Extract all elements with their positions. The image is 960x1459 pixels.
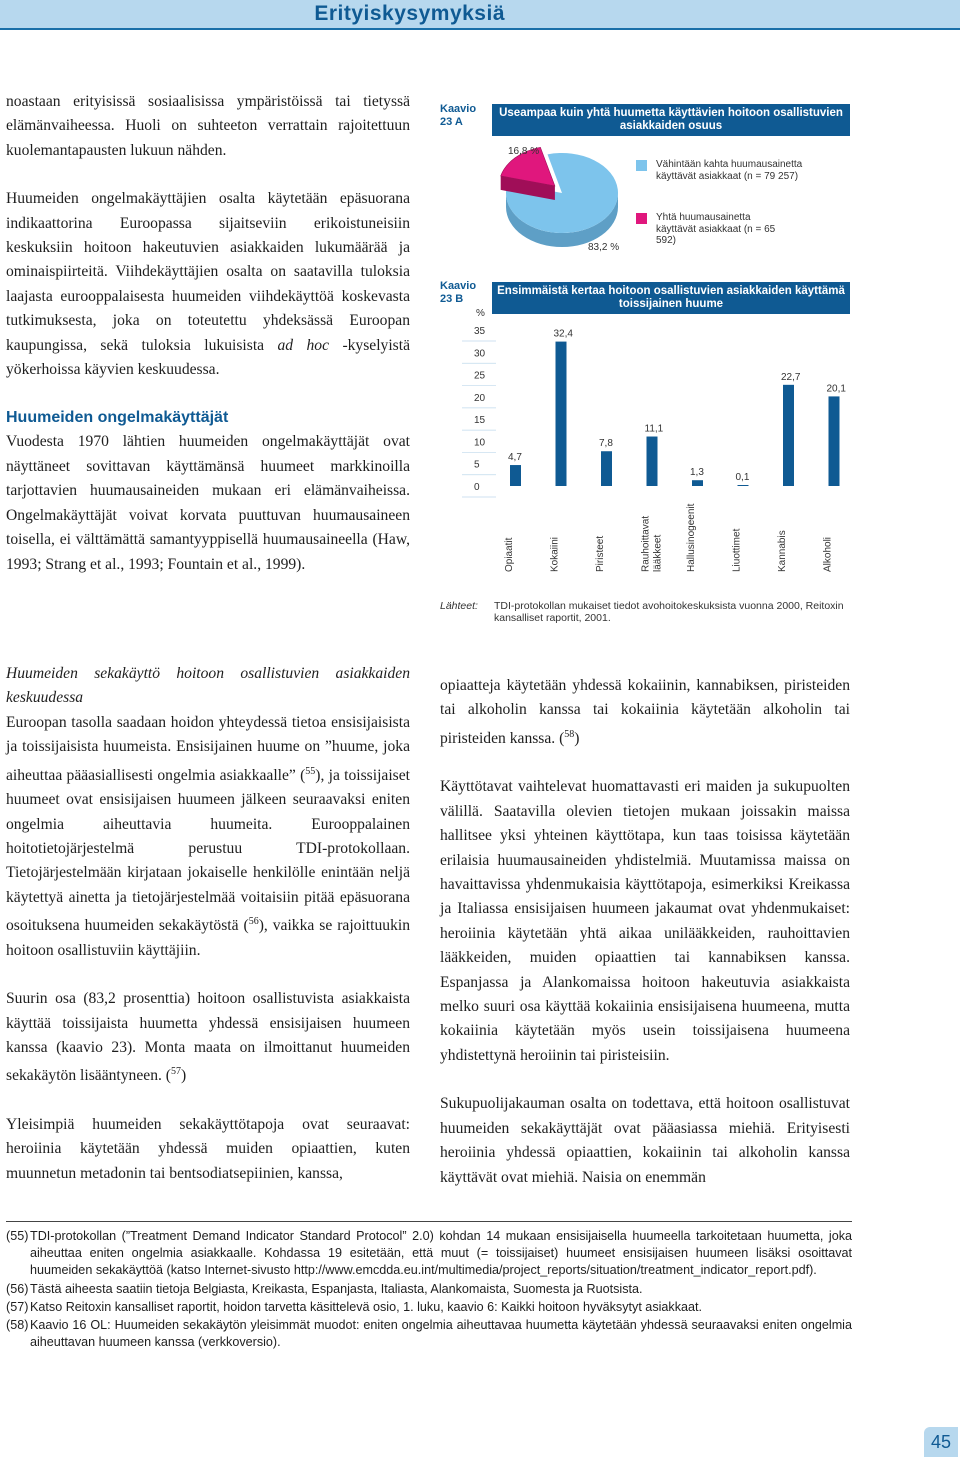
- x-tick-label: Piristeet: [595, 535, 606, 572]
- pie-label-multi: 83,2 %: [588, 242, 620, 253]
- subsection: [6, 406, 410, 576]
- chart-b-title: Ensimmäistä kertaa hoitoon osallistuvien asiakkaiden käyttämä toissijainen huume: [492, 282, 850, 314]
- legend-swatch-multi: [636, 160, 647, 171]
- paragraph: opiaatteja käytetään yhdessä kokaiinin, kannabiksen, piristeiden tai alkoholin kanssa tai kokaiinia käytetään alkoholin tai piristeiden kanssa. ($^{58}$): [440, 677, 850, 747]
- footnote: (58) Kaavio 16 OL: Huumeiden sekakäytön yleisimmät muodot: eniten ongelmia aiheuttavaa huumetta käytetään yhdessä seuraavaksi eniten ongelmia aiheuttavan huumeen kanssa (verkkoversio).: [6, 1318, 852, 1350]
- y-tick-label: 0: [474, 482, 480, 493]
- subsection-heading: Huumeiden ongelmakäyttäjät: [6, 409, 229, 427]
- paragraph: Huumeiden ongelmakäyttäjien osalta käytetään epäsuorana indikaattorina Euroopassa sijaitseviin erikoistuneisiin keskuksiin hoitoon hakeutuvien asiakkaiden lukumäärää ja ominaispiirteitä. Viihdekäyttäjien osalta on saatavilla tuloksia laajasta eurooppalaisesta huumeiden viihdekäyttöä koskevasta tutkimuksesta, joka on toteutettu yhdeksässä Euroopan kaupungissa, sekä tuloksia lukuisista ad hoc -kyselyistä yökerhoissa käyvien keskuudessa.: [6, 190, 411, 379]
- legend-single: Yhtä huumausainetta käyttävät asiakkaat (n = 65 592): [656, 212, 776, 246]
- footnotes: [6, 1228, 852, 1352]
- chart-a-title: Useampaa kuin yhtä huumetta käyttävien hoitoon osallistuvien asiakkaiden osuus: [492, 104, 850, 136]
- footnote: (56) Tästä aiheesta saatiin tietoja Belgiasta, Kreikasta, Espanjasta, Italiasta, Alankomaista, Suomesta ja Ruotsista.: [6, 1281, 643, 1296]
- x-tick-label: Opiaatit: [504, 537, 515, 572]
- y-tick-label: 25: [474, 370, 486, 382]
- chart-b-label: Kaavio 23 B: [440, 280, 477, 305]
- y-tick-label: 15: [474, 415, 486, 427]
- x-tick-label: Alkoholi: [822, 536, 834, 572]
- bar-value-label: 11,1: [644, 423, 664, 435]
- bar-opiaatit: [510, 465, 521, 486]
- paragraph: Käyttötavat vaihtelevat huomattavasti eri maiden ja sukupuolten välillä. Saatavilla olevien tietojen mukaan joissakin maissa hallitsee yksi yhteinen käyttötapa, kun taas toisissa käytetään erilaisia huumausaineiden yhdistelmiä. Muutamissa maissa on havaittavissa yhdenmukaisia käyttötapoja, esimerkiksi Kreikassa ja Italiassa ensisijaisen huumeen jakaumat ovat yhdenmukaiset: heroiinia käytetään yhtä aikaa unilääkkeiden, rauhoittavien lääkkeiden, muiden opiaattien tai kannabiksen kanssa. Espanjassa ja Alankomaissa hoitoon hakeutuvia asiakkaista melko suuri osa käyttää kokaiinia ensisijaisena huumeena, mutta kokaiinia käytetään myös usein toissijaisena huumeena yhdistettynä heroiinin tai piristeisiin.: [440, 778, 850, 1064]
- y-tick-label: 35: [474, 326, 486, 337]
- footnote: (57) Katso Reitoxin kansalliset raportit, hoidon tarvetta käsittelevä osio, 1. luku, kaavio 6: Kaikki hoitoon hyväksytyt asiakkaat.: [6, 1299, 703, 1314]
- subsection: Huumeiden sekakäyttö hoitoon osallistuvien asiakkaiden keskuudessa Euroopan tasolla saadaan hoidon yhteydessä tietoa ensisijaisista ja toissijaisista huumeista. Ensisijainen huume on ”huume, joka aiheuttaa pääasiallisesti ongelmia asiakkaalle” ($^{55}$), ja toissijaiset huumeet ovat ensisijaisen huumeen jälkeen seuraavaksi eniten ongelmia aiheuttavia huumeita. Eurooppalainen hoitotietojärjestelmä perustuu TDI-protokollaan. Tietojärjestelmään kirjataan jokaiselle henkilölle enintään neljä käytettyä ainetta ja tietojärjestelmää voitaisiin pitää epäsuorana osoituksena huumeiden sekakäytöstä ($^{56}$), vaikka se rajoittuukin hoitoon osallistuviin käyttäjiin.: [6, 662, 410, 963]
- footnote: (55) TDI-protokollan (”Treatment Demand Indicator Standard Protocol” 2.0) kohdan 14 mukaan ensisijaisella huumeella tarkoitetaan huumetta, joka aiheuttaa eniten ongelmia asiakkaalle. Kohdassa 19 esitetään, että muut (= toissijaiset) huumeet ensisijaisen huumeen lisäksi osoittavat huumeiden sekakäyttöä (katso Internet-sivusto http://www.emcdda.eu.int/multimedia/project_reports/situation/treatment_indicator_report.pdf).: [6, 1229, 852, 1278]
- x-tick-label: Hallusinogeenit: [686, 503, 697, 572]
- sources-text: TDI-protokollan mukaiset tiedot avohoitokeskuksista vuonna 2000, Reitoxin kansalliset raportit, 2001.: [494, 600, 844, 624]
- x-tick-label: Liuottimet: [731, 528, 743, 572]
- x-tick-label: Kannabis: [777, 530, 788, 572]
- pie-label-single: 16,8 %: [508, 146, 540, 157]
- chart-a-label: Kaavio 23 A: [440, 103, 477, 128]
- bar-value-label: 7,8: [599, 438, 613, 450]
- right-column-bottom: [440, 674, 850, 1190]
- bar-value-label: 20,1: [826, 383, 846, 395]
- footnote-rule: [6, 1221, 852, 1222]
- paragraph: noastaan erityisissä sosiaalisissa ympäristöissä tai tietyssä elämänvaiheessa. Huoli on suhteeton verrattain rajoitettuun kuolemantapausten lukuun nähden.: [6, 93, 410, 159]
- left-column-top: [6, 90, 410, 577]
- bar-piristeet: [601, 451, 612, 486]
- x-tick-label: Rauhoittavat: [640, 515, 652, 572]
- paragraph: Yleisimpiä huumeiden sekakäyttötapoja ovat seuraavat: heroiinia käytetään yhdessä muiden opiaattien, kuten muunnetun metadonin tai bentsodiatsepiinien, kanssa,: [6, 1116, 410, 1182]
- left-column-bottom: [6, 662, 410, 1186]
- sources-label: Lähteet:: [440, 600, 478, 612]
- page-number: 45: [924, 1427, 958, 1457]
- legend-swatch-single: [636, 213, 647, 224]
- legend-multi: Vähintään kahta huumausainetta käyttävät asiakkaat (n = 79 257): [656, 159, 803, 182]
- section-title: Erityiskysymyksiä: [314, 2, 505, 25]
- y-tick-label: 30: [474, 348, 486, 360]
- y-tick-label: 5: [474, 459, 480, 471]
- bar-value-label: 32,4: [553, 328, 573, 340]
- x-tick-label: Kokaiini: [549, 536, 561, 572]
- x-tick-label: lääkkeet: [652, 534, 664, 572]
- y-axis-label: %: [476, 308, 485, 319]
- bar-alkoholi: [829, 396, 840, 486]
- paragraph: Sukupuolijakauman osalta on todettava, että hoitoon osallistuvat huumeiden sekakäyttäjät ovat pääasiassa miehiä. Erityisesti heroiinia yhdessä opiaattien, kokaiinin tai alkoholin kanssa käyttävät ovat miehiä. Naisia on enemmän: [440, 1095, 850, 1186]
- bar-liuottimet: [738, 485, 749, 486]
- paragraph: Vuodesta 1970 lähtien huumeiden ongelmakäyttäjät ovat näyttäneet sovittavan käyttämänsä huumeet markkinoilla tarjottavien huumausaineiden mukaan eri elämänvaiheissa. Ongelmakäyttäjät voivat korvata puuttuvan huumausaineen toisella, ei välttämättä samantyyppisellä huumausaineella (Haw, 1993; Strang et al., 1993; Fountain et al., 1999).: [6, 433, 410, 573]
- bar-kokaiini: [556, 342, 567, 486]
- subsection-heading-italic: Huumeiden sekakäyttö hoitoon osallistuvien asiakkaiden keskuudessa: [6, 665, 410, 707]
- y-tick-label: 20: [474, 392, 486, 404]
- bar-chart: [440, 300, 852, 582]
- bar-kannabis: [783, 385, 794, 486]
- bar-value-label: 0,1: [735, 472, 750, 483]
- bar-value-label: 4,7: [508, 452, 522, 464]
- bar-value-label: 22,7: [781, 371, 801, 383]
- bar-value-label: 1,3: [690, 467, 704, 479]
- paragraph: Suurin osa (83,2 prosenttia) hoitoon osallistuvista asiakkaista käyttää toissijaista huumetta yhdessä ensisijaisen huumeen kanssa (kaavio 23). Monta maata on ilmoittanut huumeiden sekakäytön lisääntyneen. ($^{57}$): [6, 990, 410, 1085]
- bar-rauhoittavat-lääkkeet: [647, 437, 658, 486]
- bar-hallusinogeenit: [692, 480, 703, 486]
- y-tick-label: 10: [474, 437, 486, 449]
